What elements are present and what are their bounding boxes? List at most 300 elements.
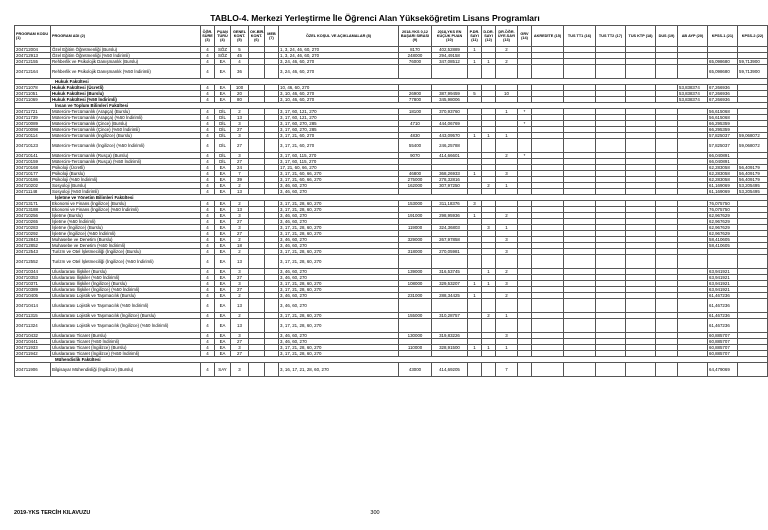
table-cell: 318000 [399, 249, 432, 255]
table-cell: EA [215, 91, 231, 97]
table-cell: 3 [231, 121, 249, 127]
table-cell: 27 [231, 139, 249, 153]
table-cell: 3, 17, 21, 28, 60, 270 [279, 249, 399, 255]
table-cell: 80 [231, 97, 249, 103]
table-cell: 204712004 [15, 47, 51, 53]
table-cell: EA [215, 255, 231, 269]
table-cell: 61,467236 [708, 313, 738, 319]
table-cell: 294,49158 [432, 53, 468, 59]
table-cell: 56,615068 [708, 109, 738, 115]
table-cell: 3, 17, 21, 28, 60, 270 [279, 225, 399, 231]
column-header: GRV (14) [518, 26, 532, 47]
table-cell: Rehberlik ve Psikolojik Danışmanlık (Burslu) [51, 59, 201, 65]
table-cell [265, 363, 279, 377]
table-cell: DİL [215, 133, 231, 139]
table-cell: 2 [496, 269, 518, 275]
table-cell: 4 [201, 85, 215, 91]
table-cell [738, 255, 768, 269]
table-cell: 443,09570 [432, 133, 468, 139]
table-cell: 4 [201, 225, 215, 231]
table-cell: 4 [201, 127, 215, 133]
column-header: TUS KTP (18) [626, 26, 656, 47]
table-cell: EA [215, 249, 231, 255]
table-cell: 13 [231, 319, 249, 333]
table-cell: 246,25788 [432, 139, 468, 153]
table-cell: 2 [482, 313, 496, 319]
table-cell: Uluslararası İlişkiler (İngilizce) (%50 İndirimli) [51, 287, 201, 293]
table-cell: 204710405 [15, 293, 51, 299]
table-cell: 3, 17, 21, 28, 60, 270 [279, 287, 399, 293]
table-cell: 204712843 [15, 237, 51, 243]
table-cell: 20 [231, 91, 249, 97]
table-cell [532, 139, 564, 153]
table-cell [532, 65, 564, 79]
table-cell: 204711069 [15, 97, 51, 103]
table-cell: 59,713900 [738, 65, 768, 79]
table-cell [265, 255, 279, 269]
table-cell [656, 65, 678, 79]
table-cell [532, 319, 564, 333]
table-cell: 110000 [399, 345, 432, 351]
table-cell: EA [215, 313, 231, 319]
table-cell: EA [215, 213, 231, 219]
table-cell: 204710168 [15, 165, 51, 171]
table-cell: 4 [201, 255, 215, 269]
column-header: AB AYP (20) [678, 26, 708, 47]
table-cell: 4 [201, 59, 215, 65]
table-cell: 204713171 [15, 201, 51, 207]
table-cell: Turizm ve Otel İşletmeciliği (İngilizce) (%50 İndirimli) [51, 255, 201, 269]
table-cell [265, 299, 279, 313]
table-cell: 4 [201, 219, 215, 225]
table-cell: 191000 [399, 213, 432, 219]
table-cell: EA [215, 319, 231, 333]
table-cell [656, 363, 678, 377]
table-cell: 204710371 [15, 281, 51, 287]
column-header: AKREDİTE (15) [532, 26, 564, 47]
table-cell [656, 255, 678, 269]
table-cell [249, 319, 265, 333]
table-cell: EA [215, 97, 231, 103]
table-cell: İşletme (%50 İndirimli) [51, 219, 201, 225]
table-cell: 3, 17, 21, 28, 60, 270 [279, 281, 399, 287]
table-cell: Mütercim-Tercümanlık (Çince) (Burslu) [51, 121, 201, 127]
table-cell: Bilgisayar Mühendisliği (İngilizce) (Burslu) [51, 363, 201, 377]
table-cell: 1 [468, 345, 482, 351]
table-cell: 319,83226 [432, 333, 468, 339]
table-cell: 13 [231, 299, 249, 313]
column-header: MEB (7) [265, 26, 279, 47]
table-cell: 2 [231, 109, 249, 115]
table-cell [738, 319, 768, 333]
table-cell: 153000 [399, 201, 432, 207]
table-cell: 2 [496, 47, 518, 53]
table-cell: İşletme (Burslu) [51, 213, 201, 219]
table-cell: 55400 [399, 139, 432, 153]
table-cell: 370,93760 [432, 109, 468, 115]
table-cell: 13 [231, 115, 249, 121]
table-cell: Mütercim-Tercümanlık (Arapça) (Burslu) [51, 109, 201, 115]
table-cell [399, 319, 432, 333]
table-cell: 2 [496, 153, 518, 159]
table-cell: 4 [201, 201, 215, 207]
table-cell: 3, 17, 21, 28, 60, 270 [279, 345, 399, 351]
table-cell: 204711148 [15, 189, 51, 195]
table-cell: 204710256 [15, 213, 51, 219]
table-cell [708, 255, 738, 269]
table-cell [496, 319, 518, 333]
table-cell: 67,266936 [708, 97, 738, 103]
table-cell [656, 299, 678, 313]
table-cell: 62,283058 [708, 177, 738, 183]
table-cell: 204712155 [15, 59, 51, 65]
table-cell: Turizm ve Otel İşletmeciliği (İngilizce) (Burslu) [51, 249, 201, 255]
table-cell: 324,36803 [432, 225, 468, 231]
table-cell [596, 319, 626, 333]
table-cell: 3, 46, 60, 270 [279, 189, 399, 195]
table-cell: 27 [231, 275, 249, 281]
table-cell: 347,08512 [432, 59, 468, 65]
table-cell [564, 363, 596, 377]
table-cell: EA [215, 59, 231, 65]
table-cell: Mütercim-Tercümanlık (Rusça) (%50 İndirimli) [51, 159, 201, 165]
table-cell: 13 [231, 207, 249, 213]
column-header: PUAN TÜRÜ (4) [215, 26, 231, 47]
table-cell: 1 [482, 59, 496, 65]
table-cell: 3, 17, 60, 115, 270 [279, 153, 399, 159]
table-cell: 3, 17, 60, 115, 270 [279, 159, 399, 165]
table-cell: 2 [482, 183, 496, 189]
table-cell [738, 363, 768, 377]
table-cell: 204711051 [15, 91, 51, 97]
table-cell: 3 [231, 333, 249, 339]
table-cell: 3, 46, 60, 270 [279, 213, 399, 219]
table-cell: 4 [201, 275, 215, 281]
table-cell: 2 [231, 313, 249, 319]
table-cell: 3, 46, 60, 270 [279, 275, 399, 281]
table-cell: 27 [231, 219, 249, 225]
table-cell: 77800 [399, 97, 432, 103]
table-cell: 60,885707 [708, 333, 738, 339]
table-cell: 204710292 [15, 231, 51, 237]
table-cell: 204711078 [15, 85, 51, 91]
table-cell: EA [215, 231, 231, 237]
table-cell [596, 299, 626, 313]
table-cell: 3, 16, 17, 21, 28, 60, 270 [279, 363, 399, 377]
table-cell: 4 [201, 159, 215, 165]
table-cell: 3, 17, 21, 60, 270 [279, 133, 399, 139]
table-cell: EA [215, 275, 231, 281]
faculty-name: Hukuk Fakültesi [15, 79, 768, 85]
table-cell: 329000 [399, 237, 432, 243]
table-cell [678, 255, 708, 269]
table-cell: 59,068072 [738, 139, 768, 153]
table-cell: 3, 17, 21, 28, 60, 270 [279, 351, 399, 357]
table-cell: 1 [496, 109, 518, 115]
table-cell: 1 [496, 183, 518, 189]
column-header: KPSS-2 (22) [738, 26, 768, 47]
table-cell: 62,967629 [708, 219, 738, 225]
column-header: D.DR. SAYI (12) [482, 26, 496, 47]
table-cell: 4830 [399, 133, 432, 139]
table-cell: Sosyoloji (%50 İndirimli) [51, 189, 201, 195]
table-cell: 270,05981 [432, 249, 468, 255]
table-cell: 1 [468, 171, 482, 177]
table-cell: 204710432 [15, 333, 51, 339]
table-cell: Muhasebe ve Denetim (%50 İndirimli) [51, 243, 201, 249]
table-cell [518, 319, 532, 333]
table-cell: 204712552 [15, 255, 51, 269]
table-cell: 3, 46, 60, 270 [279, 269, 399, 275]
table-cell [626, 319, 656, 333]
table-cell: Uluslararası İlişkiler (Burslu) [51, 269, 201, 275]
table-cell: 27 [231, 351, 249, 357]
table-cell: 1 [482, 281, 496, 287]
table-cell: 4 [201, 121, 215, 127]
table-cell: Psikoloji (Ücretli) [51, 165, 201, 171]
table-cell: 3, 46, 60, 270 [279, 243, 399, 249]
table-cell [564, 299, 596, 313]
table-cell: 3, 17, 21, 28, 60, 270 [279, 313, 399, 319]
table-cell: 61,467236 [708, 299, 738, 313]
column-header: PROGRAM ADI (2) [51, 26, 201, 47]
table-cell: 27 [231, 287, 249, 293]
table-cell: Psikoloji (%50 İndirimli) [51, 177, 201, 183]
table-cell: 76,075750 [708, 207, 738, 213]
table-cell: 311,18376 [432, 201, 468, 207]
table-cell: 1 [468, 281, 482, 287]
column-header: GENEL KONT. (5) [231, 26, 249, 47]
table-cell: 204711906 [15, 363, 51, 377]
table-cell: 231000 [399, 293, 432, 299]
table-cell: 204711942 [15, 351, 51, 357]
table-cell: 3 [231, 269, 249, 275]
table-cell: DİL [215, 153, 231, 159]
table-cell: Psikoloji (Burslu) [51, 171, 201, 177]
table-cell: 204710344 [15, 269, 51, 275]
table-cell: Uluslararası İlişkiler (%50 İndirimli) [51, 275, 201, 281]
table-cell [468, 65, 482, 79]
table-cell: 18100 [399, 109, 432, 115]
table-cell: 18 [231, 243, 249, 249]
table-cell: DİL [215, 109, 231, 115]
table-cell: 60,885707 [708, 345, 738, 351]
table-cell [249, 65, 265, 79]
table-cell: 204711739 [15, 115, 51, 121]
table-cell: 267,97858 [432, 237, 468, 243]
table-cell: 2 [496, 293, 518, 299]
table-cell: 204710089 [15, 121, 51, 127]
table-cell: Uluslararası Ticaret (İngilizce) (Burslu) [51, 345, 201, 351]
column-header: DUS (19) [656, 26, 678, 47]
table-cell: SAY [215, 363, 231, 377]
table-cell [596, 65, 626, 79]
table-cell: 63,941921 [708, 281, 738, 287]
table-cell: 2 [231, 183, 249, 189]
table-cell: 3, 17, 21, 28, 60, 270 [279, 319, 399, 333]
table-cell [678, 65, 708, 79]
table-cell: EA [215, 345, 231, 351]
table-row [15, 255, 768, 269]
table-cell [249, 255, 265, 269]
table-cell: 2 [231, 249, 249, 255]
table-cell [564, 139, 596, 153]
table-title: TABLO-4. Merkezi Yerleştirme İle Öğrenci Alan Yükseköğretim Lisans Programları [210, 13, 540, 23]
table-cell: 204710177 [15, 171, 51, 177]
table-cell [532, 299, 564, 313]
table-cell: 204710098 [15, 127, 51, 133]
table-cell: EA [215, 237, 231, 243]
table-cell: 368,26933 [432, 171, 468, 177]
table-cell [626, 139, 656, 153]
table-cell: 64,479069 [708, 363, 738, 377]
table-cell: 76000 [399, 59, 432, 65]
table-cell: Hukuk Fakültesi (Burslu) [51, 91, 201, 97]
column-header: TUS TT1 (16) [564, 26, 596, 47]
table-cell: 4 [201, 189, 215, 195]
table-cell: 1 [482, 345, 496, 351]
table-cell [265, 65, 279, 79]
table-cell: 27 [231, 127, 249, 133]
table-cell [468, 139, 482, 153]
table-cell: 139000 [399, 269, 432, 275]
faculty-name: İnsan ve Toplum Bilimleri Fakültesi [15, 103, 768, 109]
table-cell: 4 [201, 281, 215, 287]
table-cell: 4 [201, 183, 215, 189]
table-cell: 10, 46, 60, 270 [279, 85, 399, 91]
table-cell: 4 [201, 299, 215, 313]
table-cell [482, 299, 496, 313]
table-cell: 298,95936 [432, 213, 468, 219]
table-cell: 27 [231, 339, 249, 345]
table-cell: 2 [496, 59, 518, 65]
table-cell: Hukuk Fakültesi (Ücretli) [51, 85, 201, 91]
table-cell: 204710283 [15, 225, 51, 231]
table-cell: 1 [468, 213, 482, 219]
table-cell: 4 [201, 53, 215, 59]
table-cell: 204713188 [15, 207, 51, 213]
table-cell: 204710414 [15, 299, 51, 313]
table-cell: 4 [201, 109, 215, 115]
table-cell: EA [215, 65, 231, 79]
table-cell: 60,885707 [708, 351, 738, 357]
table-cell: 1 [496, 313, 518, 319]
table-row [15, 139, 768, 153]
table-cell: EA [215, 201, 231, 207]
table-cell: 56,409179 [738, 177, 768, 183]
table-cell [678, 299, 708, 313]
table-cell: 204710159 [15, 159, 51, 165]
table-cell [482, 255, 496, 269]
table-cell: 3, 46, 60, 270 [279, 237, 399, 243]
table-cell: 310,28757 [432, 313, 468, 319]
table-cell: 204710141 [15, 153, 51, 159]
table-cell [496, 299, 518, 313]
table-cell: DİL [215, 121, 231, 127]
table-cell: 4 [201, 171, 215, 177]
table-cell: 307,97250 [432, 183, 468, 189]
table-cell: 1 [468, 59, 482, 65]
table-cell: Mütercim-Tercümanlık (İngilizce) (%50 İndirimli) [51, 139, 201, 153]
table-cell [626, 363, 656, 377]
table-cell: Özel Eğitim Öğretmenliği (%50 İndirimli) [51, 53, 201, 59]
table-cell: Ekonomi ve Finans (İngilizce) (%50 İndirimli) [51, 207, 201, 213]
table-cell: Uluslararası Lojistik ve Taşımacılık (İngilizce) (%50 İndirimli) [51, 319, 201, 333]
table-cell: 1 [496, 133, 518, 139]
table-cell: EA [215, 281, 231, 287]
table-cell: 3 [231, 213, 249, 219]
table-cell: 402,52889 [432, 47, 468, 53]
table-cell: 3 [496, 171, 518, 177]
table-cell: 4 [201, 153, 215, 159]
table-cell [518, 255, 532, 269]
table-cell: 3, 46, 60, 270 [279, 333, 399, 339]
table-cell: EA [215, 351, 231, 357]
table-cell: EA [215, 165, 231, 171]
table-row [15, 319, 768, 333]
table-cell [468, 363, 482, 377]
table-cell: 60,885707 [708, 339, 738, 345]
table-cell: 204711324 [15, 319, 51, 333]
faculty-name: Mühendislik Fakültesi [15, 357, 768, 363]
table-cell: 63,941921 [708, 287, 738, 293]
footer-guide-title: 2019-YKS TERCİH KILAVUZU [14, 510, 91, 516]
table-cell [518, 299, 532, 313]
table-cell: 204712852 [15, 243, 51, 249]
table-cell: 4 [201, 133, 215, 139]
table-cell: 3, 24, 46, 60, 270 [279, 65, 399, 79]
table-cell [468, 255, 482, 269]
table-cell: 204710389 [15, 287, 51, 293]
table-cell: DİL [215, 159, 231, 165]
table-cell: EA [215, 183, 231, 189]
table-cell: 2 [231, 293, 249, 299]
table-cell: 4710 [399, 121, 432, 127]
table-cell: 329,53207 [432, 281, 468, 287]
table-cell: 67,266936 [708, 85, 738, 91]
table-cell: 4 [201, 177, 215, 183]
table-cell: 1, 3, 24, 46, 60, 270 [279, 47, 399, 53]
table-cell: 59,713900 [738, 59, 768, 65]
table-cell [496, 255, 518, 269]
table-cell: EA [215, 207, 231, 213]
table-cell: 58,410605 [708, 237, 738, 243]
table-cell: 3, 46, 60, 270 [279, 293, 399, 299]
table-cell: EA [215, 177, 231, 183]
table-cell: 56,409179 [738, 165, 768, 171]
table-cell [249, 299, 265, 313]
table-cell: 3 [482, 225, 496, 231]
table-cell: 3, 17, 60, 270, 285 [279, 127, 399, 133]
table-cell: 204712543 [15, 249, 51, 255]
column-header: ÖĞR. SÜRE (3) [201, 26, 215, 47]
table-cell: 62,967629 [708, 213, 738, 219]
table-cell: 61,169069 [708, 183, 738, 189]
table-cell: 3, 10, 46, 60, 270 [279, 91, 399, 97]
table-cell [468, 319, 482, 333]
table-cell [482, 65, 496, 79]
table-cell: 62,283058 [708, 165, 738, 171]
table-cell: Rehberlik ve Psikolojik Danışmanlık (%50 İndirimli) [51, 65, 201, 79]
column-header: 2018-YKS 0,12 BAŞARI SIRASI (9) [399, 26, 432, 47]
table-cell: 130000 [399, 333, 432, 339]
table-cell: 43000 [399, 363, 432, 377]
column-header: P.DR. SAYI (11) [468, 26, 482, 47]
table-cell [656, 139, 678, 153]
table-cell [399, 255, 432, 269]
table-cell: 4 [201, 231, 215, 237]
table-cell: 3, 17, 21, 28, 60, 270 [279, 255, 399, 269]
